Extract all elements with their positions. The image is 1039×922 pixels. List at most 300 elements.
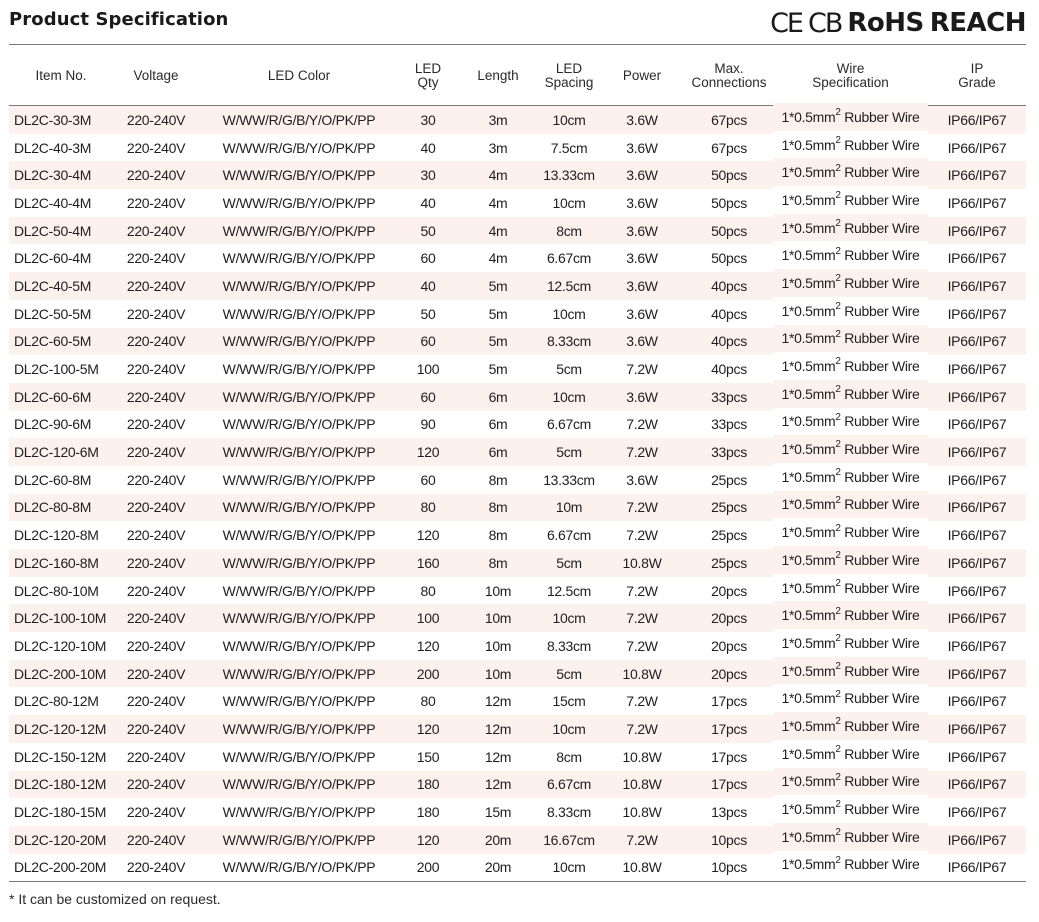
table-row <box>9 854 1026 882</box>
table-row <box>9 743 1026 771</box>
cell-led-color: W/WW/R/G/B/Y/O/PK/PP <box>222 194 376 211</box>
cell-wire-spec <box>773 463 928 491</box>
wire-spec-prefix: 1*0.5mm <box>781 856 836 873</box>
cell-led-qty: 160 <box>399 549 457 577</box>
cell-voltage: 220-240V <box>113 604 199 632</box>
cell-led-spacing: 10cm <box>539 383 599 411</box>
cell-ip-grade: IP66/IP67 <box>947 361 1007 378</box>
table-header-row <box>9 46 1026 106</box>
cell-max-connections: 20pcs <box>711 582 747 599</box>
cell-item-no: DL2C-200-10M <box>9 660 113 688</box>
cell-led-spacing: 10cm <box>539 604 599 632</box>
cell-power: 10.8W <box>622 748 662 765</box>
cell-voltage: 220-240V <box>113 771 199 799</box>
cell-ip-grade: IP66/IP67 <box>928 438 1026 466</box>
cell-led-color: W/WW/R/G/B/Y/O/PK/PP <box>222 748 376 765</box>
cell-ip-grade: IP66/IP67 <box>928 161 1026 189</box>
wire-spec-prefix: 1*0.5mm <box>781 579 836 596</box>
cell-led-spacing: 16.67cm <box>539 826 599 854</box>
cell-voltage: 220-240V <box>126 361 186 378</box>
table-row <box>9 798 1026 826</box>
cell-voltage: 220-240V <box>113 272 199 300</box>
cell-max-connections: 20pcs <box>711 637 747 654</box>
wire-spec-prefix: 1*0.5mm <box>781 136 836 153</box>
wire-spec-suffix: Rubber Wire <box>840 247 920 264</box>
cell-length: 8m <box>457 494 539 522</box>
spec-table <box>9 46 1026 882</box>
cell-length: 20m <box>457 854 539 882</box>
table-row <box>9 549 1026 577</box>
cell-led-color: W/WW/R/G/B/Y/O/PK/PP <box>199 438 399 466</box>
cell-led-qty: 200 <box>399 660 457 688</box>
cell-power: 7.2W <box>626 582 658 599</box>
cell-power: 7.2W <box>626 361 658 378</box>
cell-item-no: DL2C-60-5M <box>9 328 113 356</box>
cell-led-spacing: 7.5cm <box>550 139 588 156</box>
cell-item-no: DL2C-150-12M <box>14 748 107 765</box>
cell-wire-spec <box>773 408 928 436</box>
cell-led-qty: 120 <box>399 826 457 854</box>
cell-led-color: W/WW/R/G/B/Y/O/PK/PP <box>199 161 399 189</box>
cell-ip-grade: IP66/IP67 <box>928 328 1026 356</box>
cell-led-color: W/WW/R/G/B/Y/O/PK/PP <box>199 328 399 356</box>
cell-voltage: 220-240V <box>126 693 186 710</box>
cell-ip-grade: IP66/IP67 <box>947 139 1007 156</box>
cell-voltage: 220-240V <box>126 194 186 211</box>
cell-led-qty: 200 <box>399 854 457 882</box>
wire-spec-suffix: Rubber Wire <box>840 828 920 845</box>
cell-ip-grade: IP66/IP67 <box>928 106 1026 134</box>
cell-voltage: 220-240V <box>113 328 199 356</box>
cell-item-no: DL2C-60-6M <box>9 383 113 411</box>
cell-power: 3.6W <box>626 250 658 267</box>
wire-spec-superscript: 2 <box>835 328 841 340</box>
col-header-led-spacing: LED Spacing <box>539 46 599 106</box>
wire-spec-prefix: 1*0.5mm <box>781 247 836 264</box>
cell-voltage: 220-240V <box>113 549 199 577</box>
table-row <box>9 687 1026 715</box>
cell-led-qty: 180 <box>399 771 457 799</box>
wire-spec-prefix: 1*0.5mm <box>781 745 836 762</box>
cell-wire-spec <box>773 657 928 685</box>
cell-led-spacing: 8.33cm <box>546 804 592 821</box>
footnote: * It can be customized on request. <box>9 891 221 907</box>
cell-length: 15m <box>484 804 512 821</box>
wire-spec-suffix: Rubber Wire <box>840 773 920 790</box>
cell-ip-grade: IP66/IP67 <box>947 693 1007 710</box>
cell-item-no: DL2C-40-3M <box>14 139 92 156</box>
wire-spec-prefix: 1*0.5mm <box>781 524 836 541</box>
table-row <box>9 632 1026 660</box>
cell-ip-grade: IP66/IP67 <box>928 383 1026 411</box>
cell-wire-spec <box>773 131 928 159</box>
cell-max-connections: 17pcs <box>711 693 747 710</box>
cell-max-connections: 20pcs <box>685 604 773 632</box>
cell-voltage: 220-240V <box>126 748 186 765</box>
wire-spec-suffix: Rubber Wire <box>840 745 920 762</box>
cell-length: 8m <box>457 549 539 577</box>
table-row <box>9 438 1026 466</box>
cell-led-spacing: 15cm <box>552 693 586 710</box>
cell-led-color: W/WW/R/G/B/Y/O/PK/PP <box>199 272 399 300</box>
cell-ip-grade: IP66/IP67 <box>928 604 1026 632</box>
wire-spec-superscript: 2 <box>835 771 841 783</box>
cell-length: 6m <box>457 438 539 466</box>
cell-led-qty: 120 <box>416 637 440 654</box>
cell-max-connections: 17pcs <box>685 715 773 743</box>
cell-led-color: W/WW/R/G/B/Y/O/PK/PP <box>222 250 376 267</box>
cell-max-connections: 40pcs <box>711 361 747 378</box>
cell-wire-spec <box>773 214 928 242</box>
table-row <box>9 521 1026 549</box>
cell-voltage: 220-240V <box>126 139 186 156</box>
cell-ip-grade: IP66/IP67 <box>928 217 1026 245</box>
cell-voltage: 220-240V <box>113 826 199 854</box>
cell-power: 10.8W <box>599 854 685 882</box>
cell-led-qty: 100 <box>399 604 457 632</box>
table-row <box>9 189 1026 217</box>
cell-length: 20m <box>457 826 539 854</box>
cell-wire-spec <box>773 352 928 380</box>
cell-wire-spec <box>773 325 928 353</box>
cell-power: 7.2W <box>626 527 658 544</box>
cell-wire-spec <box>773 546 928 574</box>
wire-spec-prefix: 1*0.5mm <box>781 302 836 319</box>
cell-item-no: DL2C-50-5M <box>14 305 92 322</box>
wire-spec-prefix: 1*0.5mm <box>781 607 836 624</box>
cell-power: 10.8W <box>599 660 685 688</box>
cell-led-color: W/WW/R/G/B/Y/O/PK/PP <box>222 804 376 821</box>
cell-power: 10.8W <box>599 771 685 799</box>
cell-item-no: DL2C-90-6M <box>14 416 92 433</box>
wire-spec-suffix: Rubber Wire <box>840 219 920 236</box>
cell-max-connections: 40pcs <box>711 305 747 322</box>
cell-ip-grade: IP66/IP67 <box>928 494 1026 522</box>
wire-spec-superscript: 2 <box>835 688 841 700</box>
cell-led-color: W/WW/R/G/B/Y/O/PK/PP <box>199 854 399 882</box>
cell-voltage: 220-240V <box>126 637 186 654</box>
wire-spec-prefix: 1*0.5mm <box>781 358 836 375</box>
cell-led-qty: 90 <box>420 416 436 433</box>
header-divider <box>9 44 1026 45</box>
cell-item-no: DL2C-80-12M <box>14 693 99 710</box>
cell-wire-spec <box>773 574 928 602</box>
table-row <box>9 771 1026 799</box>
cell-ip-grade: IP66/IP67 <box>928 854 1026 882</box>
cell-led-color: W/WW/R/G/B/Y/O/PK/PP <box>222 693 376 710</box>
cell-power: 3.6W <box>599 161 685 189</box>
cell-item-no: DL2C-80-8M <box>9 494 113 522</box>
wire-spec-superscript: 2 <box>835 134 841 146</box>
cell-power: 10.8W <box>622 804 662 821</box>
wire-spec-suffix: Rubber Wire <box>840 274 920 291</box>
cell-item-no: DL2C-60-8M <box>14 471 92 488</box>
wire-spec-prefix: 1*0.5mm <box>781 219 836 236</box>
cell-voltage: 220-240V <box>113 438 199 466</box>
cell-voltage: 220-240V <box>126 527 186 544</box>
cell-power: 7.2W <box>599 604 685 632</box>
cell-max-connections: 20pcs <box>685 660 773 688</box>
col-header-led-color: LED Color <box>199 46 399 106</box>
cell-led-qty: 120 <box>416 527 440 544</box>
cell-voltage: 220-240V <box>126 471 186 488</box>
cell-power: 3.6W <box>599 217 685 245</box>
cell-max-connections: 25pcs <box>711 471 747 488</box>
cell-led-spacing: 6.67cm <box>546 416 592 433</box>
cell-led-qty: 180 <box>416 804 440 821</box>
table-row <box>9 715 1026 743</box>
cell-length: 3m <box>488 139 508 156</box>
cell-length: 10m <box>484 637 512 654</box>
wire-spec-superscript: 2 <box>835 245 841 257</box>
cell-led-qty: 100 <box>416 361 440 378</box>
cell-led-color: W/WW/R/G/B/Y/O/PK/PP <box>199 715 399 743</box>
cell-led-spacing: 8.33cm <box>539 328 599 356</box>
cell-ip-grade: IP66/IP67 <box>928 549 1026 577</box>
wire-spec-prefix: 1*0.5mm <box>781 496 836 513</box>
cell-led-spacing: 8cm <box>556 748 582 765</box>
wire-spec-suffix: Rubber Wire <box>840 385 920 402</box>
wire-spec-prefix: 1*0.5mm <box>781 717 836 734</box>
cell-wire-spec <box>773 297 928 325</box>
cell-item-no: DL2C-40-5M <box>9 272 113 300</box>
cell-led-spacing: 10cm <box>539 854 599 882</box>
wire-spec-suffix: Rubber Wire <box>840 136 920 153</box>
cell-led-spacing: 10m <box>539 494 599 522</box>
wire-spec-superscript: 2 <box>835 799 841 811</box>
cell-led-color: W/WW/R/G/B/Y/O/PK/PP <box>222 471 376 488</box>
cell-item-no: DL2C-80-10M <box>14 582 99 599</box>
cell-ip-grade: IP66/IP67 <box>928 771 1026 799</box>
cell-wire-spec <box>773 435 928 463</box>
cell-max-connections: 67pcs <box>685 106 773 134</box>
cell-wire-spec <box>773 380 928 408</box>
cell-length: 4m <box>457 161 539 189</box>
certification-logos <box>770 6 1026 40</box>
cell-power: 7.2W <box>599 715 685 743</box>
cell-led-qty: 80 <box>420 693 436 710</box>
wire-spec-superscript: 2 <box>835 716 841 728</box>
cell-ip-grade: IP66/IP67 <box>947 471 1007 488</box>
wire-spec-prefix: 1*0.5mm <box>781 828 836 845</box>
cell-item-no: DL2C-120-20M <box>9 826 113 854</box>
wire-spec-suffix: Rubber Wire <box>840 468 920 485</box>
cell-length: 10m <box>484 582 512 599</box>
cell-ip-grade: IP66/IP67 <box>947 250 1007 267</box>
cell-led-qty: 40 <box>399 272 457 300</box>
cell-max-connections: 33pcs <box>685 383 773 411</box>
cell-max-connections: 33pcs <box>685 438 773 466</box>
cell-voltage: 220-240V <box>126 250 186 267</box>
wire-spec-suffix: Rubber Wire <box>840 358 920 375</box>
cell-led-spacing: 13.33cm <box>543 471 595 488</box>
cell-power: 3.6W <box>599 106 685 134</box>
table-row <box>9 826 1026 854</box>
cell-led-spacing: 13.33cm <box>539 161 599 189</box>
wire-spec-prefix: 1*0.5mm <box>781 385 836 402</box>
cell-ip-grade: IP66/IP67 <box>947 416 1007 433</box>
wire-spec-superscript: 2 <box>835 384 841 396</box>
cell-led-color: W/WW/R/G/B/Y/O/PK/PP <box>222 139 376 156</box>
cell-power: 7.2W <box>626 637 658 654</box>
cell-wire-spec <box>773 795 928 823</box>
cell-max-connections: 40pcs <box>685 272 773 300</box>
cell-led-spacing: 5cm <box>556 361 582 378</box>
wire-spec-superscript: 2 <box>835 411 841 423</box>
table-row <box>9 604 1026 632</box>
cell-length: 12m <box>457 715 539 743</box>
cell-length: 3m <box>457 106 539 134</box>
wire-spec-suffix: Rubber Wire <box>840 690 920 707</box>
cell-led-color: W/WW/R/G/B/Y/O/PK/PP <box>199 217 399 245</box>
cell-led-spacing: 10cm <box>552 305 586 322</box>
wire-spec-suffix: Rubber Wire <box>840 801 920 818</box>
cell-power: 3.6W <box>626 139 658 156</box>
col-header-length: Length <box>457 46 539 106</box>
cell-wire-spec <box>773 518 928 546</box>
wire-spec-suffix: Rubber Wire <box>840 164 920 181</box>
table-row <box>9 106 1026 134</box>
cell-led-color: W/WW/R/G/B/Y/O/PK/PP <box>222 416 376 433</box>
cell-item-no: DL2C-120-10M <box>14 637 107 654</box>
cell-wire-spec <box>773 684 928 712</box>
wire-spec-superscript: 2 <box>835 577 841 589</box>
cell-led-qty: 30 <box>399 106 457 134</box>
wire-spec-suffix: Rubber Wire <box>840 579 920 596</box>
table-row <box>9 217 1026 245</box>
cell-voltage: 220-240V <box>113 217 199 245</box>
table-row <box>9 244 1026 272</box>
cell-led-color: W/WW/R/G/B/Y/O/PK/PP <box>222 582 376 599</box>
cell-led-spacing: 5cm <box>539 549 599 577</box>
cell-wire-spec <box>773 103 928 131</box>
cell-led-color: W/WW/R/G/B/Y/O/PK/PP <box>199 106 399 134</box>
cell-led-spacing: 10cm <box>552 194 586 211</box>
cell-length: 12m <box>484 693 512 710</box>
cell-voltage: 220-240V <box>113 383 199 411</box>
cell-wire-spec <box>773 740 928 768</box>
reach-mark: REACH <box>929 8 1026 38</box>
cell-power: 7.2W <box>599 494 685 522</box>
wire-spec-suffix: Rubber Wire <box>840 496 920 513</box>
cell-ip-grade: IP66/IP67 <box>928 715 1026 743</box>
cell-item-no: DL2C-200-20M <box>9 854 113 882</box>
cell-ip-grade: IP66/IP67 <box>947 582 1007 599</box>
cell-led-spacing: 6.67cm <box>539 771 599 799</box>
cell-item-no: DL2C-100-10M <box>9 604 113 632</box>
cell-led-qty: 80 <box>420 582 436 599</box>
table-row <box>9 134 1026 162</box>
cell-led-qty: 80 <box>399 494 457 522</box>
cell-voltage: 220-240V <box>113 854 199 882</box>
table-row <box>9 660 1026 688</box>
wire-spec-superscript: 2 <box>835 522 841 534</box>
wire-spec-superscript: 2 <box>835 439 841 451</box>
wire-spec-prefix: 1*0.5mm <box>781 773 836 790</box>
wire-spec-prefix: 1*0.5mm <box>781 413 836 430</box>
ce-mark-icon: CE <box>770 7 802 39</box>
cell-length: 4m <box>488 194 508 211</box>
wire-spec-prefix: 1*0.5mm <box>781 551 836 568</box>
wire-spec-prefix: 1*0.5mm <box>781 191 836 208</box>
cell-ip-grade: IP66/IP67 <box>947 748 1007 765</box>
cell-wire-spec <box>773 601 928 629</box>
wire-spec-superscript: 2 <box>835 356 841 368</box>
cell-wire-spec <box>773 491 928 519</box>
cell-max-connections: 25pcs <box>685 494 773 522</box>
cell-wire-spec <box>773 241 928 269</box>
cell-wire-spec <box>773 186 928 214</box>
cell-length: 10m <box>457 660 539 688</box>
cell-ip-grade: IP66/IP67 <box>947 527 1007 544</box>
cell-led-color: W/WW/R/G/B/Y/O/PK/PP <box>222 305 376 322</box>
cell-length: 12m <box>484 748 512 765</box>
cell-led-qty: 50 <box>399 217 457 245</box>
cell-led-color: W/WW/R/G/B/Y/O/PK/PP <box>222 637 376 654</box>
cell-length: 5m <box>488 361 508 378</box>
cell-led-spacing: 8cm <box>539 217 599 245</box>
wire-spec-superscript: 2 <box>835 550 841 562</box>
cell-length: 6m <box>488 416 508 433</box>
cell-led-spacing: 10cm <box>539 106 599 134</box>
cell-led-color: W/WW/R/G/B/Y/O/PK/PP <box>222 361 376 378</box>
col-header-wire-spec: Wire Specification <box>773 46 928 106</box>
cell-led-color: W/WW/R/G/B/Y/O/PK/PP <box>199 771 399 799</box>
wire-spec-suffix: Rubber Wire <box>840 302 920 319</box>
cell-max-connections: 17pcs <box>711 748 747 765</box>
wire-spec-suffix: Rubber Wire <box>840 856 920 873</box>
wire-spec-prefix: 1*0.5mm <box>781 690 836 707</box>
cb-mark-icon: CB <box>807 7 842 39</box>
cell-length: 8m <box>488 471 508 488</box>
cell-power: 3.6W <box>626 194 658 211</box>
cell-led-qty: 50 <box>420 305 436 322</box>
wire-spec-superscript: 2 <box>835 467 841 479</box>
cell-length: 5m <box>457 272 539 300</box>
cell-voltage: 220-240V <box>113 161 199 189</box>
cell-wire-spec <box>773 158 928 186</box>
cell-power: 7.2W <box>626 693 658 710</box>
col-header-led-qty: LED Qty <box>399 46 457 106</box>
wire-spec-superscript: 2 <box>835 301 841 312</box>
cell-max-connections: 13pcs <box>711 804 747 821</box>
cell-ip-grade: IP66/IP67 <box>947 305 1007 322</box>
cell-led-color: W/WW/R/G/B/Y/O/PK/PP <box>222 527 376 544</box>
cell-ip-grade: IP66/IP67 <box>947 194 1007 211</box>
cell-item-no: DL2C-40-4M <box>14 194 92 211</box>
cell-wire-spec <box>773 768 928 796</box>
wire-spec-suffix: Rubber Wire <box>840 717 920 734</box>
cell-led-spacing: 5cm <box>539 660 599 688</box>
wire-spec-suffix: Rubber Wire <box>840 191 920 208</box>
table-row <box>9 411 1026 439</box>
wire-spec-prefix: 1*0.5mm <box>781 468 836 485</box>
cell-led-qty: 40 <box>420 139 436 156</box>
cell-power: 3.6W <box>626 471 658 488</box>
wire-spec-superscript: 2 <box>835 273 841 285</box>
cell-led-qty: 150 <box>416 748 440 765</box>
table-row <box>9 577 1026 605</box>
wire-spec-suffix: Rubber Wire <box>840 662 920 679</box>
cell-max-connections: 25pcs <box>685 549 773 577</box>
cell-max-connections: 50pcs <box>711 194 747 211</box>
cell-max-connections: 50pcs <box>685 161 773 189</box>
cell-led-spacing: 10cm <box>539 715 599 743</box>
cell-ip-grade: IP66/IP67 <box>947 637 1007 654</box>
cell-voltage: 220-240V <box>126 305 186 322</box>
cell-led-color: W/WW/R/G/B/Y/O/PK/PP <box>199 660 399 688</box>
cell-length: 10m <box>457 604 539 632</box>
